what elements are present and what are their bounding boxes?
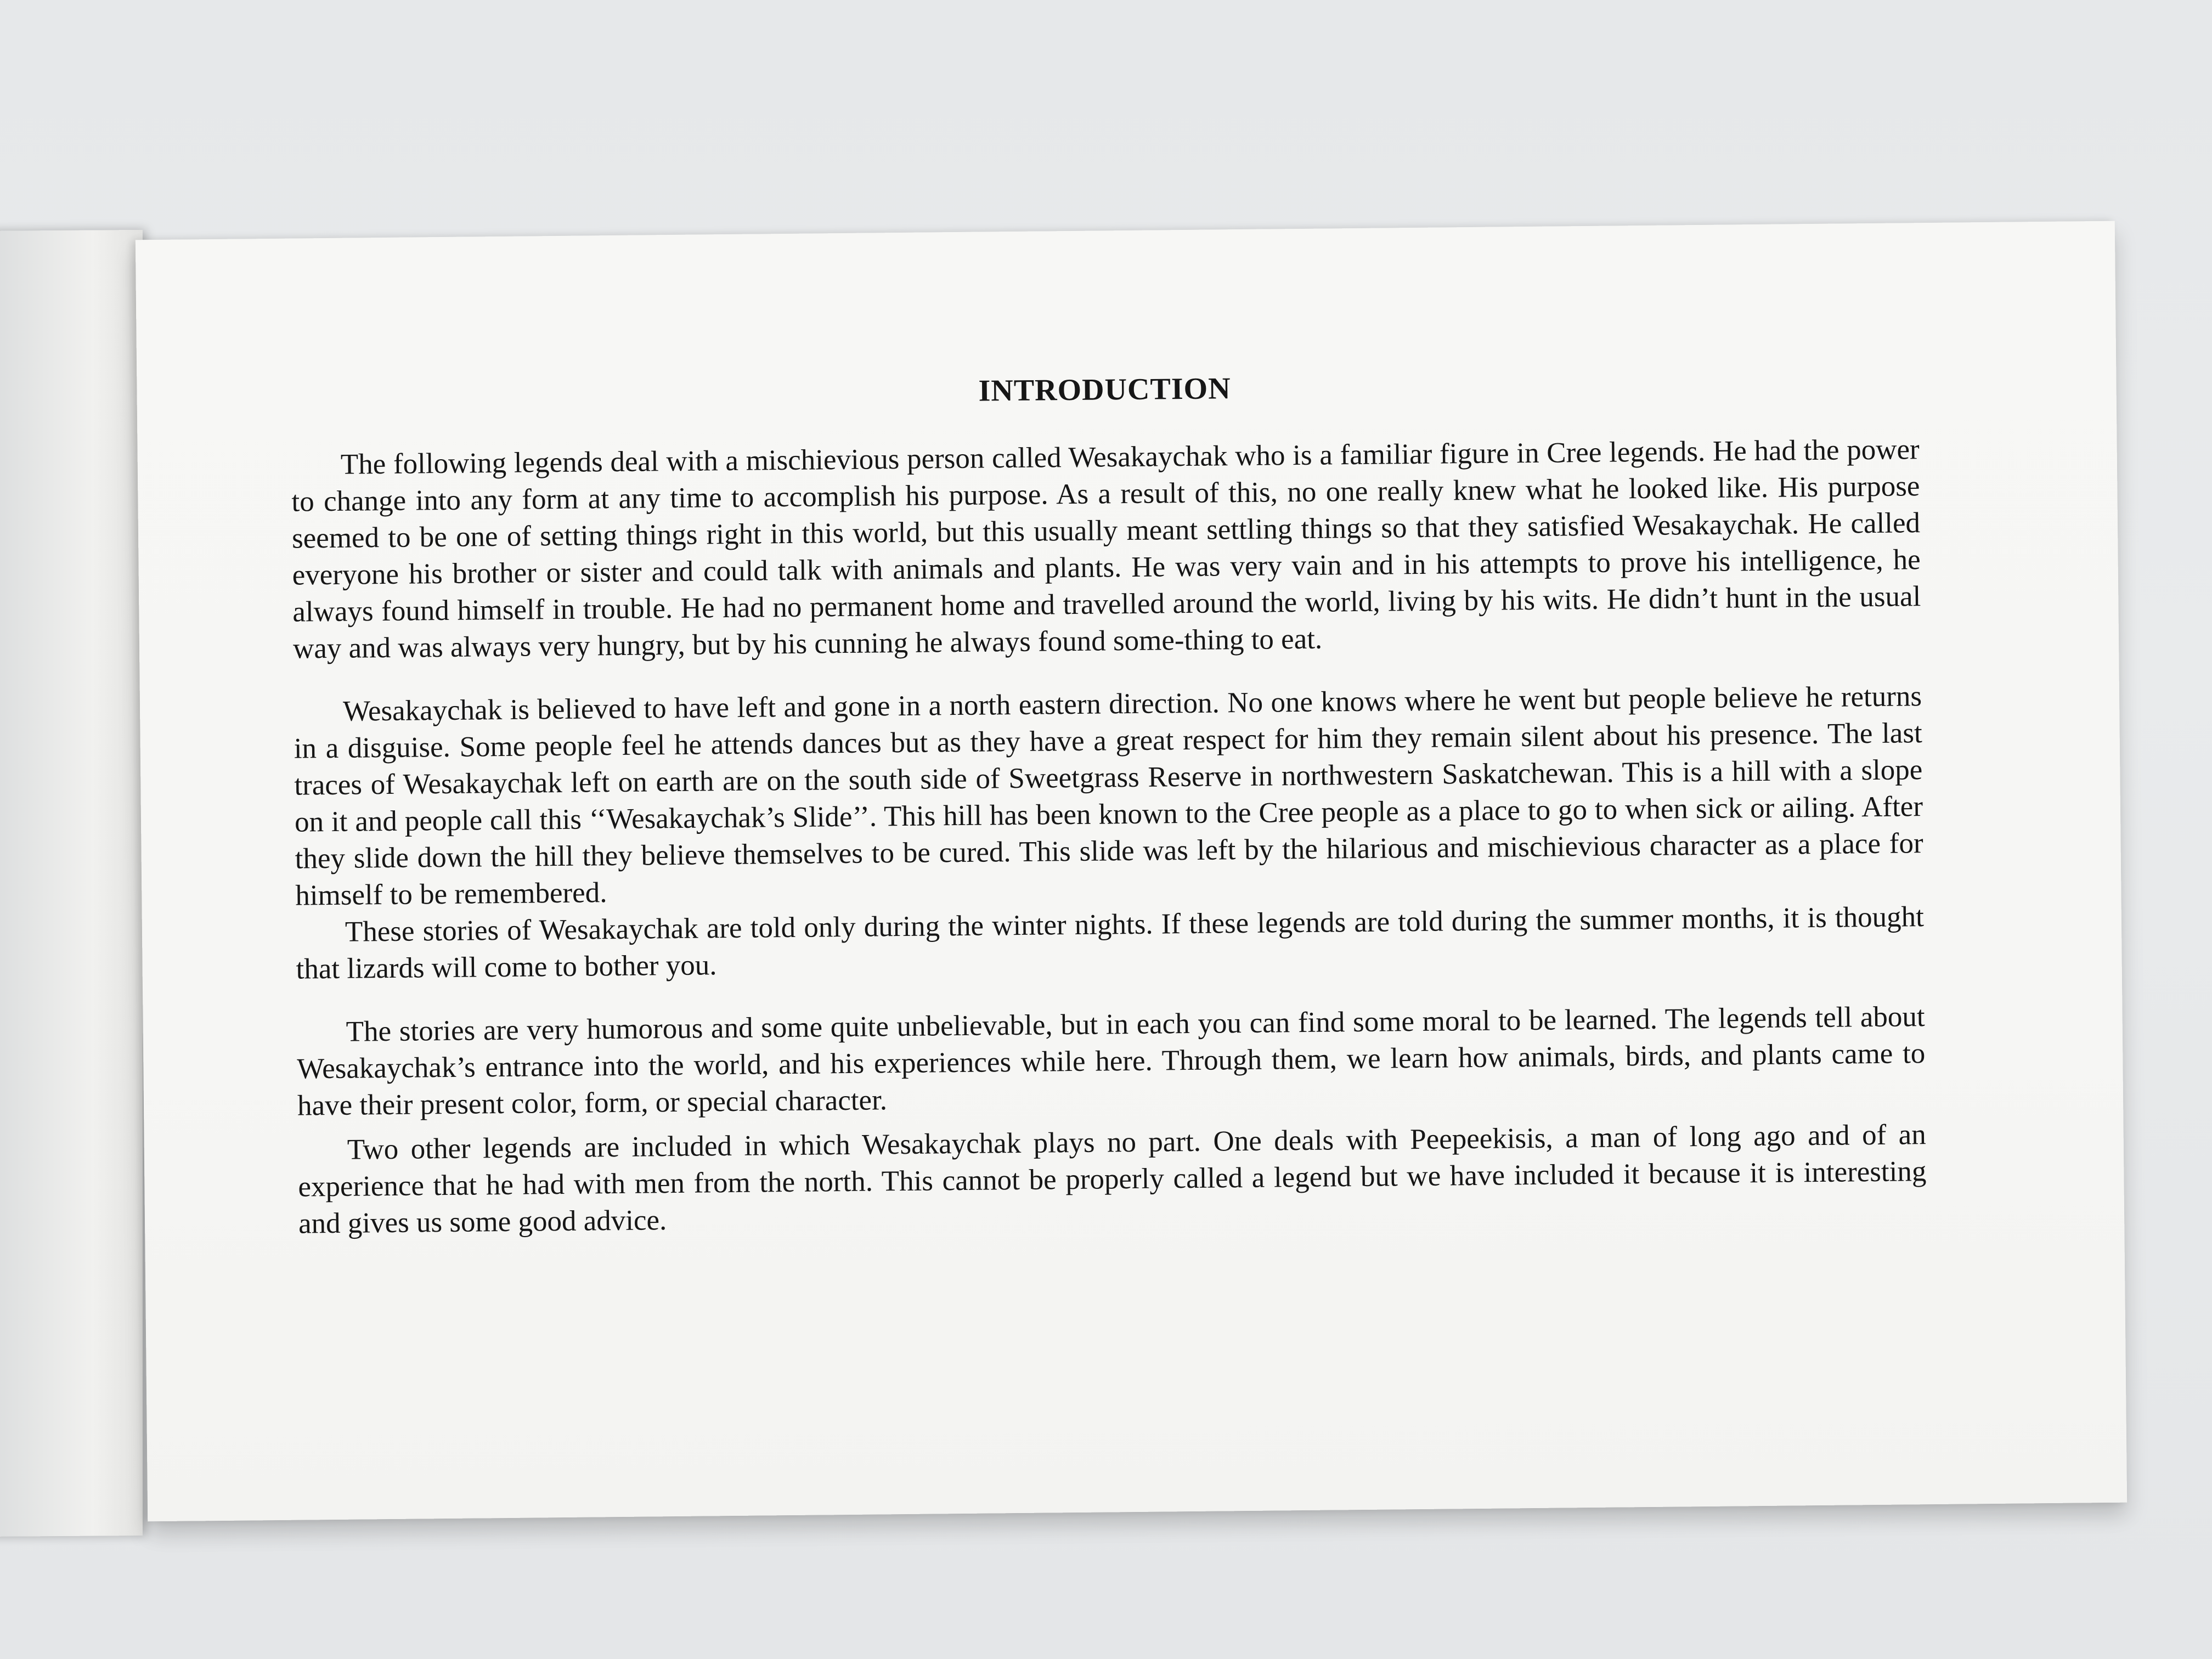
paragraph-3: These stories of Wesakaychak are told only during the winter nights. If these legends are told during the summer months, it is thought that lizards will come to bother you. — [296, 901, 1925, 985]
paragraph-2: Wesakaychak is believed to have left and gone in a north eastern direction. No one knows where he went but people believe he returns in a disguise. Some people feel he attends dances but as they have a great respect for him they remain silent about his presence. The last traces of Wesakaychak left on earth are on the south side of Sweetgrass Reserve in northwestern Saskatchewan. This is a hill with a slope on it and people call this ‘‘Wesakaychak’s Slide’’. This hill has been known to the Cree people as a place to go to when sick or ailing. After they slide down the hill they believe themselves to be cured. This slide was left by the hilarious and mischievious character as a place for himself to be remembered. — [294, 680, 1923, 912]
paragraph-1: The following legends deal with a mischievious person called Wesakaychak who is a familiar figure in Cree legends. He had the power to change into any form at any time to accomplish his purpose. As a result of this, no one really knew what he looked like. His purpose seemed to be one of setting things right in this world, but this usually meant settling things so that they satisfied Wesakaychak. He called everyone his brother or sister and could talk with animals and plants. He was very vain and in his attempts to prove his intelligence, he always found himself in trouble. He had no permanent home and travelled around the world, living by his wits. He didn’t hunt in the usual way and was always very hungry, but by his cunning he always found some-thing to eat. — [291, 433, 1921, 665]
facing-page — [0, 230, 143, 1537]
page-title: INTRODUCTION — [978, 371, 1231, 408]
book-page — [136, 221, 2127, 1522]
page-content — [290, 364, 1927, 1242]
paragraph-4: The stories are very humorous and some quite unbelievable, but in each you can find some moral to be learned. The legends tell about Wesakaychak’s entrance into the world, and his experiences while here. Through them, we learn how animals, birds, and plants came to have their present color, form, or special character. — [297, 1001, 1926, 1122]
paragraph-5: Two other legends are included in which Wesakaychak plays no part. One deals with Peepeekisis, a man of long ago and of an experience that he had with men from the north. This cannot be properly called a legend but we have included it because it is interesting and gives us some good advice. — [298, 1119, 1927, 1240]
